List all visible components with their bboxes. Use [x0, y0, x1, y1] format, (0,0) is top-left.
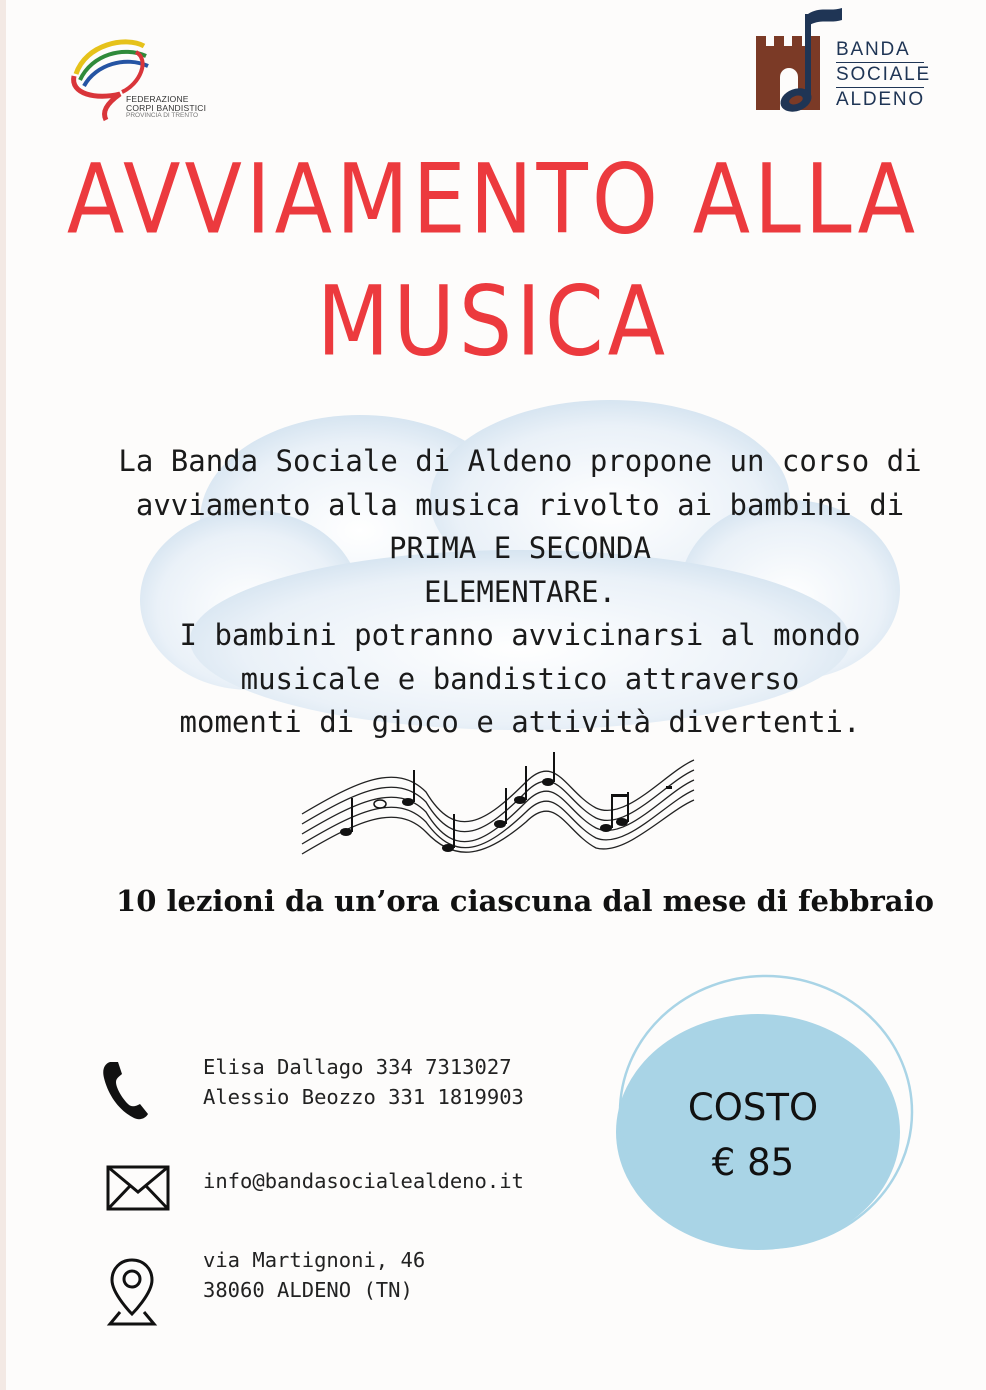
title-line-1: AVVIAMENTO ALLA — [66, 142, 920, 256]
description-line: ELEMENTARE. — [423, 574, 617, 609]
description-line: PRIMA E SECONDA — [389, 531, 651, 565]
cost-price: € 85 — [711, 1141, 795, 1184]
cost-label: COSTO — [687, 1086, 819, 1129]
federation-name — [126, 95, 206, 120]
phone-contact-2: Alessio Beozzo 331 1819903 — [203, 1085, 524, 1109]
music-notes-icon — [296, 752, 698, 864]
title-line-2: MUSICA — [316, 264, 670, 378]
address-line-2: 38060 ALDENO (TN) — [203, 1278, 413, 1302]
band-name — [836, 38, 931, 112]
federation-line-2: CORPI BANDISTICI — [126, 102, 207, 113]
description-line: momenti di gioco e attività divertenti. — [179, 705, 861, 739]
band-line-2: SOCIALE — [836, 64, 931, 85]
description-line: musicale e bandistico attraverso — [240, 661, 800, 696]
lessons-info: 10 lezioni da un’ora ciascuna dal mese di febbraio — [116, 884, 934, 918]
federation-line-3: PROVINCIA DI TRENTO — [126, 111, 198, 119]
phone-contact-1: Elisa Dallago 334 7313027 — [203, 1055, 512, 1079]
description-line: avviamento alla musica rivolto ai bambini di — [135, 487, 905, 522]
description-line: I bambini potranno avvicinarsi al mondo — [179, 618, 861, 652]
band-line-3: ALDENO — [836, 89, 925, 110]
federation-line-1: FEDERAZIONE — [126, 94, 189, 104]
phone-icon — [100, 1060, 152, 1122]
location-pin-icon — [106, 1256, 158, 1330]
cost-info — [628, 1080, 878, 1190]
address-line-1: via Martignoni, 46 — [203, 1248, 426, 1272]
description — [60, 440, 980, 745]
band-line-1: BANDA — [836, 39, 911, 60]
envelope-icon — [106, 1164, 170, 1212]
description-line: La Banda Sociale di Aldeno propone un corso di — [118, 444, 922, 478]
email-contact[interactable]: info@bandasocialealdeno.it — [203, 1169, 524, 1193]
